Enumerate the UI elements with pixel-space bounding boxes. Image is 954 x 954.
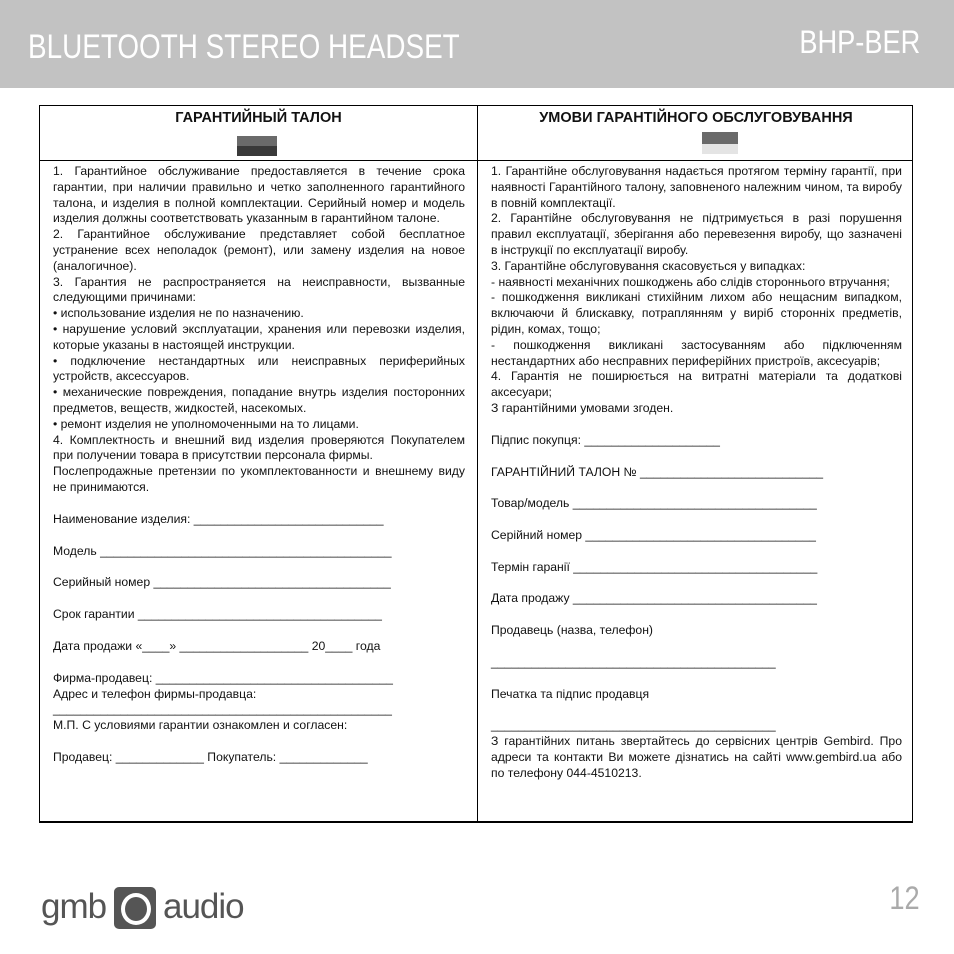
seller-label: Продавець (назва, телефон): [491, 623, 653, 638]
document-title: BLUETOOTH STEREO HEADSET: [28, 28, 460, 66]
dash-item: - пошкодження викликані стихійним лихом або нещасним випадком, включаючи й блискавку, потраплянням у виріб сторонніх предметів, рідин, комах, тощо;: [491, 290, 902, 336]
warranty-card-number-field: ГАРАНТІЙНИЙ ТАЛОН № ___________________________: [491, 464, 824, 479]
paragraph: 4. Гарантія не поширюється на витратні матеріали та додаткові аксесуари;: [491, 369, 902, 400]
paragraph: 1. Гарантійне обслуговування надається протягом терміну гарантії, при наявності Гарантійного талону, заповненого належним чином, та виробу в повній комплектації.: [491, 164, 902, 210]
buyer-signature-field: Підпис покупця: ____________________: [491, 432, 720, 447]
stamp-consent: М.П. С условиями гарантии ознакомлен и согласен:: [53, 718, 348, 733]
seller-address-line: __________________________________________________: [53, 702, 392, 717]
bullet-item: • ремонт изделия не уполномоченными на то лицами.: [53, 416, 359, 431]
model-field: Модель ___________________________________________: [53, 543, 392, 558]
bullet-item: • механические повреждения, попадание внутрь изделия посторонних предметов, веществ, жидкостей, насекомых.: [53, 385, 465, 415]
flag-swatch-right: [702, 132, 738, 154]
sale-date-field: Дата продажи «____» ___________________ 20____ года: [53, 638, 381, 653]
logo-text-audio: audio: [163, 887, 244, 926]
paragraph: 2. Гарантийное обслуживание представляет собой бесплатное устранение всех неполадок (ремонт), или замену изделия на новое (аналогичное).: [53, 227, 465, 273]
seller-firm-field: Фирма-продавец: ___________________________________: [53, 670, 393, 685]
sale-date-field: Дата продажу ____________________________________: [491, 591, 817, 606]
seller-line: __________________________________________: [491, 654, 776, 669]
stamp-line: __________________________________________: [491, 718, 776, 733]
logo-text-gmb: gmb: [41, 887, 107, 926]
bullet-item: • подключение нестандартных или неисправных периферийных устройств, аксессуаров.: [53, 353, 465, 384]
paragraph: З гарантійними умовами згоден.: [491, 400, 674, 415]
flag-swatch-left: [237, 136, 277, 156]
warranty-card: [39, 105, 913, 823]
header-divider: [40, 160, 912, 161]
header-band: [0, 0, 954, 88]
bullet-item: • использование изделия не по назначению.: [53, 306, 304, 321]
signatures-field: Продавец: _____________ Покупатель: _____________: [53, 749, 368, 764]
product-name-field: Наименование изделия: ____________________________: [53, 511, 384, 526]
product-model-field: Товар/модель ____________________________________: [491, 496, 817, 511]
page-number: 12: [889, 880, 920, 916]
left-column-header: [40, 106, 477, 160]
serial-field: Серийный номер ___________________________________: [53, 575, 391, 590]
left-heading: ГАРАНТИЙНЫЙ ТАЛОН: [175, 110, 342, 126]
paragraph: 1. Гарантийное обслуживание предоставляется в течение срока гарантии, при наличии правильно и четко заполненного гарантийного талона, и изделия в полной комплектации. Серийный номер и модель изделия должны соответствовать указанным в гарантийном талоне.: [53, 164, 465, 226]
bullet-item: • нарушение условий эксплуатации, хранения или перевозки изделия, которые указаны в настоящей инструкции.: [53, 321, 465, 352]
paragraph: 3. Гарантия не распространяется на неисправности, вызванные следующими причинами:: [53, 274, 465, 305]
paragraph: 2. Гарантійне обслуговування не підтримується в разі порушення правил експлуатації, зберігання або перевезення виробу, що зазначені в інструкції по експлуатації виробу.: [491, 211, 902, 257]
logo-badge-icon: [114, 887, 156, 929]
paragraph: 4. Комплектность и внешний вид изделия проверяются Покупателем при получении товара в присутствии персонала фирмы.: [53, 432, 465, 463]
column-divider: [477, 106, 478, 821]
seller-address-label: Адрес и телефон фирмы-продавца:: [53, 686, 257, 701]
warranty-term-field: Срок гарантии ____________________________________: [53, 607, 382, 622]
dash-item: - пошкодження викликані застосуванням або підключенням нестандартних або несправних периферійних пристроїв, аксесуарів;: [491, 337, 902, 368]
model-code: BHP-BER: [799, 24, 920, 60]
paragraph: 3. Гарантійне обслуговування скасовується у випадках:: [491, 258, 806, 273]
stamp-label: Печатка та підпис продавця: [491, 686, 650, 701]
right-column-body: [491, 164, 902, 782]
dash-item: - наявності механічних пошкоджень або слідів стороннього втручання;: [491, 274, 890, 289]
warranty-term-field: Термін гаранії ____________________________________: [491, 559, 818, 574]
right-heading: УМОВИ ГАРАНТІЙНОГО ОБСЛУГОВУВАННЯ: [539, 110, 853, 126]
serial-field: Серійний номер __________________________________: [491, 528, 816, 543]
left-column-body: [53, 164, 465, 766]
right-column-header: [478, 106, 914, 160]
contacts-paragraph: З гарантійних питань звертайтесь до сервісних центрів Gembird. Про адреси та контакти Ви можете дізнатись на сайті www.gembird.ua або по телефону 044-4510213.: [491, 734, 902, 780]
paragraph: Послепродажные претензии по укомплектованности и внешнему виду не принимаются.: [53, 464, 465, 494]
